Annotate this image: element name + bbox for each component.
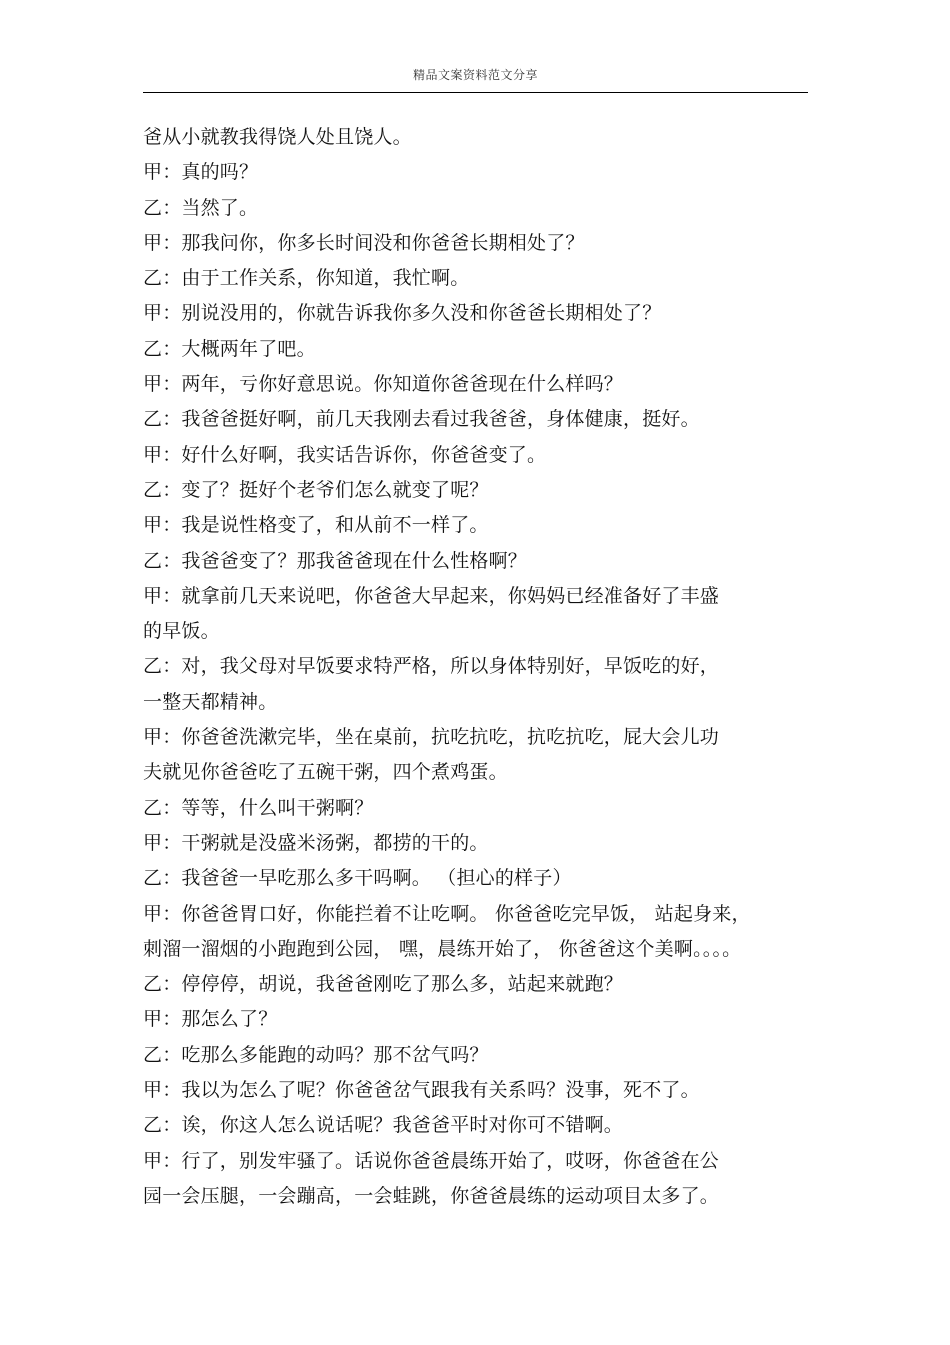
text-line: 甲：那怎么了？ [143, 1008, 278, 1031]
text-line: 乙：我爸爸变了？那我爸爸现在什么性格啊？ [143, 549, 528, 572]
text-line: 一整天都精神。 [143, 690, 278, 713]
text-line: 刺溜一溜烟的小跑跑到公园， 嘿，晨练开始了， 你爸爸这个美啊。。。。 [143, 937, 742, 960]
text-line: 的早饭。 [143, 620, 220, 643]
text-line: 乙：当然了。 [143, 196, 259, 219]
text-line: 夫就见你爸爸吃了五碗干粥，四个煮鸡蛋。 [143, 761, 508, 784]
text-line: 乙：对，我父母对早饭要求特严格，所以身体特别好，早饭吃的好， [143, 655, 720, 678]
text-line: 乙：我爸爸挺好啊，前几天我刚去看过我爸爸，身体健康，挺好。 [143, 408, 700, 431]
document-body [143, 120, 813, 1214]
text-line: 甲：行了，别发牢骚了。话说你爸爸晨练开始了，哎呀，你爸爸在公 [143, 1149, 720, 1172]
text-line: 甲：你爸爸洗漱完毕，坐在桌前，抗吃抗吃，抗吃抗吃，屁大会儿功 [143, 726, 720, 749]
text-line: 甲：别说没用的，你就告诉我你多久没和你爸爸长期相处了？ [143, 302, 662, 325]
text-line: 甲：干粥就是没盛米汤粥，都捞的干的。 [143, 831, 489, 854]
text-line: 乙：等等，什么叫干粥啊？ [143, 796, 374, 819]
text-line: 甲：你爸爸胃口好，你能拦着不让吃啊。 你爸爸吃完早饭， 站起身来， [143, 902, 751, 925]
text-line: 甲：那我问你，你多长时间没和你爸爸长期相处了？ [143, 231, 585, 254]
text-line: 乙：大概两年了吧。 [143, 337, 316, 360]
text-line: 甲：好什么好啊，我实话告诉你，你爸爸变了。 [143, 443, 547, 466]
text-line: 甲：两年，亏你好意思说。你知道你爸爸现在什么样吗？ [143, 373, 624, 396]
text-line: 乙：吃那么多能跑的动吗？那不岔气吗？ [143, 1043, 489, 1066]
page-header [143, 60, 808, 93]
text-line: 乙：停停停，胡说，我爸爸刚吃了那么多，站起来就跑？ [143, 973, 624, 996]
text-line: 乙：变了？挺好个老爷们怎么就变了呢？ [143, 478, 489, 501]
text-line: 甲：我以为怎么了呢？你爸爸岔气跟我有关系吗？没事，死不了。 [143, 1079, 700, 1102]
text-line: 乙：由于工作关系，你知道，我忙啊。 [143, 267, 470, 290]
text-line: 乙：我爸爸一早吃那么多干吗啊。 （担心的样子） [143, 867, 572, 890]
text-line: 甲：真的吗？ [143, 161, 259, 184]
text-line: 爸从小就教我得饶人处且饶人。 [143, 126, 412, 148]
header-title: 精品文案资料范文分享 [412, 68, 538, 82]
text-line: 甲：我是说性格变了，和从前不一样了。 [143, 514, 489, 537]
text-line: 甲：就拿前几天来说吧，你爸爸大早起来，你妈妈已经准备好了丰盛 [143, 584, 720, 607]
text-line: 乙：诶，你这人怎么说话呢？我爸爸平时对你可不错啊。 [143, 1114, 624, 1137]
text-line: 园一会压腿，一会蹦高，一会蛙跳，你爸爸晨练的运动项目太多了。 [143, 1184, 720, 1207]
